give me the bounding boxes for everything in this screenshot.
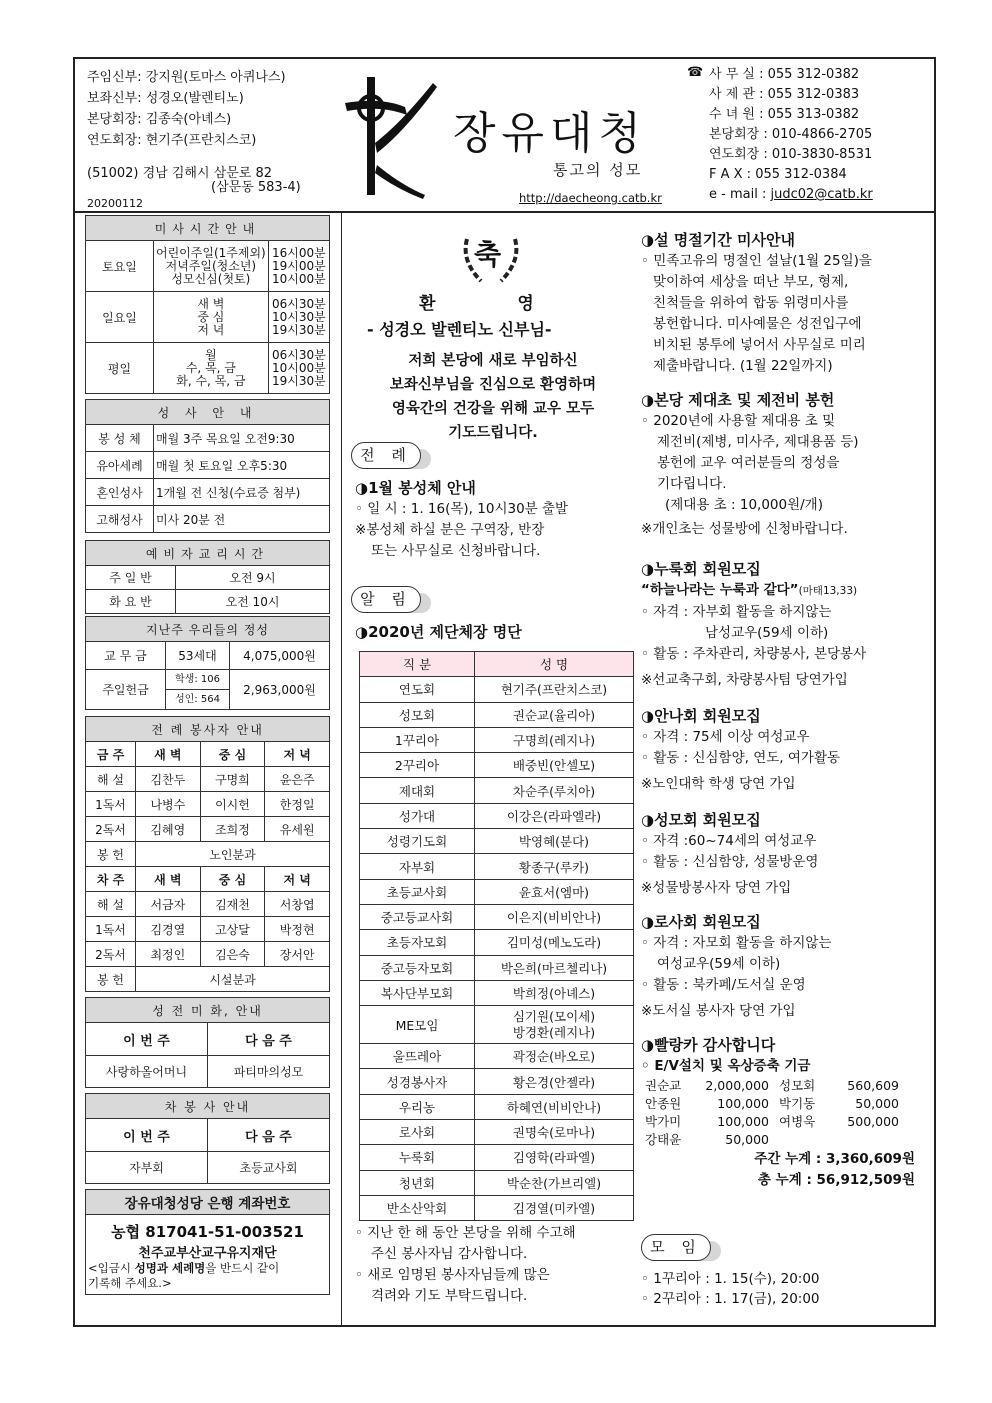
leaders-table: 직 분 성 명 연도회 현기주(프란치스코) 성모회 권순교(율리아) 1꾸리아 구명희(레지나) 2꾸리아 배중빈(안셀모) 제대회 차순주(루치아) 성가대 이강은(라파엘라) 성령기도회 박영혜(분다) 자부회 황종구(루카) 초등교사회 윤효서(엠마) 중고등교사회 이은지(비비안나) 초등자모회 김미성(메노도라) 중고등자모회 박은희(마르첼리나) 복사단부모회 박희정(아녜스) ME모임 심기원(모이세) 방경환(레지나) 울뜨레아 곽정순(바오로) 성경봉사자 황은경(안젤라) 우리농 하혜연(비비안나) 로사회 권명숙(로마나) 누룩회 김영학(라파엘) 청년회 박순찬(가브리엘) 반소산악회 김경열(미카엘) bbox=[359, 651, 634, 1221]
leader-row bbox=[360, 1145, 634, 1170]
contact-fax: F A X : 055 312-0384 bbox=[709, 167, 847, 182]
leader-row bbox=[360, 980, 634, 1005]
donor-row bbox=[645, 1113, 909, 1131]
staff-parish-president: 본당회장: 김종숙(아녜스) bbox=[87, 112, 232, 127]
leader-role: 중고등교사회 bbox=[360, 904, 475, 929]
leaders-heading: ◑2020년 제단체장 명단 bbox=[355, 623, 522, 641]
welcome-title: 환 영 bbox=[419, 294, 572, 314]
leader-row bbox=[360, 803, 634, 828]
website-link[interactable]: http://daecheong.catb.kr bbox=[519, 191, 662, 205]
flower-table: 성 전 미 화, 안내 이 번 주 다 음 주 사랑하올어머니 파티마의성모 bbox=[85, 997, 330, 1088]
sacrament-table: 성 사 안 내 봉 성 체 매월 3주 목요일 오전9:30 유아세례 매월 첫 토요일 오후5:30 혼인성사 1개월 전 신청(수료증 첨부) 고해성사 미사 20분 전 bbox=[85, 399, 330, 533]
leader-row bbox=[360, 1069, 634, 1094]
donor-cell: 박기동 bbox=[779, 1096, 816, 1111]
leader-role: 청년회 bbox=[360, 1170, 475, 1195]
leader-name: 차순주(루치아) bbox=[475, 778, 634, 803]
leader-row bbox=[360, 955, 634, 980]
bank-table: 장유대청성당 은행 계좌번호 농협 817041-51-003521 천주교부산교구유지재단 <입금시 성명과 세례명을 반드시 같이 기록해 주세요.> bbox=[85, 1189, 330, 1295]
leader-name: 권순교(율리아) bbox=[475, 702, 634, 727]
leader-row bbox=[360, 1044, 634, 1069]
leader-row bbox=[360, 829, 634, 854]
right-column: ◑설 명절기간 미사안내 ◦ 민족고유의 명절인 설날(1월 25일)을 맞이하여 세상을 떠난 부모, 형제, 친척들을 위하여 합동 위령미사를 봉헌합니다. 미사예물은 성전입구에 비치된 봉투에 넣어서 사무실로 미리 제출바랍니다. (1월 22일까지) ◑본당 제대초 및 제전비 봉헌 ◦ 2020년에 사용할 제대용 초 및 제전비(제병, 미사주, 제대용품 등) 봉헌에 교우 여러분들의 정성을 기다립니다. (제대용 초 : 10,000원/개) ※개인초는 성물방에 신청바랍니다. ◑누룩회 회원모집 “하늘나라는 누룩과 같다”(마태13,33) ◦ 자격 : 자부회 활동을 하지않는 남성교우(59세 이하) ◦ 활동 : 주차관리, 차량봉사, 본당봉사 ※선교축구회, 차량봉사팀 당연가입 ◑안나회 회원모집 ◦ 자격 : 75세 이상 여성교우 ◦ 활동 : 신심함양, 연도, 여가활동 ※노인대학 학생 당연 가입 ◑성모회 회원모집 ◦ 자격 :60~74세의 여성교우 ◦ 활동 : 신심함양, 성물방운영 ※성물방봉사자 당연 가입 ◑로사회 회원모집 ◦ 자격 : 자모회 활동을 하지않는 여성교우(59세 이하) ◦ 활동 : 북카페/도서실 운영 ※도서실 봉사자 당연 가입 ◑빨랑카 감사합니다 ◦ E/V설치 및 옥상증축 기금 권순교 2,000,000 성모회 560,609 안종원 100,000 박기동 50,000 박가미 100,000 여병욱 500,000 강태윤 50,000 주간 누계 : 3,360,609원 총 누계 : 56,912,509원 bbox=[641, 229, 931, 1191]
staff-pastor: 주임신부: 강지원(토마스 아퀴나스) bbox=[87, 70, 286, 85]
phone-icon: ☎ bbox=[687, 65, 704, 80]
celebration-badge: 축 bbox=[459, 227, 523, 291]
contact-list bbox=[709, 65, 873, 205]
donor-cell: 50,000 bbox=[725, 1132, 769, 1147]
donor-cell: 560,609 bbox=[847, 1078, 899, 1093]
leader-role: 성가대 bbox=[360, 803, 475, 828]
donor-cell: 강태윤 bbox=[645, 1132, 682, 1147]
bank-owner: 천주교부산교구유지재단 bbox=[138, 1245, 277, 1261]
leader-role: 우리농 bbox=[360, 1094, 475, 1119]
donor-cell: 50,000 bbox=[855, 1096, 899, 1111]
leader-role: 초등자모회 bbox=[360, 930, 475, 955]
leader-role: 로사회 bbox=[360, 1120, 475, 1145]
bulletin-subtitle: 통고의 성모 bbox=[553, 161, 643, 179]
donor-cell: 권순교 bbox=[645, 1078, 682, 1093]
leader-role: 복사단부모회 bbox=[360, 980, 475, 1005]
leader-role: 연도회 bbox=[360, 677, 475, 702]
donor-row bbox=[645, 1077, 909, 1095]
staff-list bbox=[87, 67, 286, 151]
leader-name: 박영혜(분다) bbox=[475, 829, 634, 854]
contact-rectory: 사 제 관 : 055 312-0383 bbox=[709, 87, 860, 102]
nuruk-heading: ◑누룩회 회원모집 bbox=[641, 560, 761, 578]
palanca-heading: ◑빨랑카 감사합니다 bbox=[641, 1036, 776, 1054]
donor-cell: 박가미 bbox=[645, 1114, 682, 1129]
leader-role: 성모회 bbox=[360, 702, 475, 727]
leader-name: 권명숙(로마나) bbox=[475, 1120, 634, 1145]
leader-name: 박은희(마르첼리나) bbox=[475, 955, 634, 980]
contact-convent: 수 녀 원 : 055 313-0382 bbox=[709, 107, 860, 122]
leader-name: 이강은(라파엘라) bbox=[475, 803, 634, 828]
contact-office: 사 무 실 : 055 312-0382 bbox=[709, 67, 860, 82]
leader-role: 초등교사회 bbox=[360, 879, 475, 904]
leader-name: 이은지(비비안나) bbox=[475, 904, 634, 929]
anna-heading: ◑안나회 회원모집 bbox=[641, 707, 761, 725]
leader-name: 황은경(안젤라) bbox=[475, 1069, 634, 1094]
leader-row bbox=[360, 1094, 634, 1119]
leader-name: 박희정(아녜스) bbox=[475, 980, 634, 1005]
leader-role: ME모임 bbox=[360, 1006, 475, 1044]
leader-role: 반소산악회 bbox=[360, 1195, 475, 1220]
cross-logo-icon bbox=[341, 73, 441, 201]
donor-row bbox=[645, 1131, 909, 1149]
altar-candle-heading: ◑본당 제대초 및 제전비 봉헌 bbox=[641, 391, 835, 409]
staff-yeondo-president: 연도회장: 현기주(프란치스코) bbox=[87, 133, 257, 148]
leader-role: 울뜨레아 bbox=[360, 1044, 475, 1069]
leader-row bbox=[360, 778, 634, 803]
leader-name: 심기원(모이세) 방경환(레지나) bbox=[475, 1006, 634, 1044]
leader-row bbox=[360, 753, 634, 778]
communion-heading: ◑1월 봉성체 안내 bbox=[355, 479, 476, 497]
date-code: 20200112 bbox=[87, 197, 143, 210]
bulletin-title: 장유대청 bbox=[453, 108, 648, 159]
leader-name: 황종구(루카) bbox=[475, 854, 634, 879]
leader-row bbox=[360, 702, 634, 727]
staff-assistant: 보좌신부: 성경오(발렌티노) bbox=[87, 91, 244, 106]
weekly-total: 주간 누계 : 3,360,609원 bbox=[754, 1151, 915, 1167]
leader-role: 성경봉사자 bbox=[360, 1069, 475, 1094]
leaders-footer: ◦ 지난 한 해 동안 본당을 위해 수고해 주신 봉사자님 감사합니다. ◦ 새로 임명된 봉사자님들께 많은 격려와 기도 부탁드립니다. bbox=[355, 1225, 576, 1304]
meeting-section-pill: 모 임 bbox=[641, 1234, 711, 1261]
catechumen-table: 예비자교리시간 주 일 반 오전 9시 화 요 반 오전 10시 bbox=[85, 540, 330, 614]
leader-row bbox=[360, 1195, 634, 1220]
offering-table: 지난주 우리들의 정성 교 무 금 53세대 4,075,000원 주일헌금 학생: 106 성인: 564 2,963,000원 bbox=[85, 616, 330, 710]
donor-cell: 100,000 bbox=[717, 1114, 769, 1129]
address-line1: (51002) 경남 김해시 삼문로 82 bbox=[87, 166, 273, 181]
leader-role: 제대회 bbox=[360, 778, 475, 803]
donor-cell: 여병욱 bbox=[779, 1114, 816, 1129]
donor-table bbox=[645, 1077, 909, 1149]
leader-name: 김미성(메노도라) bbox=[475, 930, 634, 955]
leader-row bbox=[360, 904, 634, 929]
donor-cell: 2,000,000 bbox=[705, 1078, 769, 1093]
leader-role: 1꾸리아 bbox=[360, 727, 475, 752]
leader-row bbox=[360, 677, 634, 702]
header-divider bbox=[75, 211, 934, 213]
donor-cell: 안종원 bbox=[645, 1096, 682, 1111]
donor-row bbox=[645, 1095, 909, 1113]
page-frame bbox=[73, 57, 936, 1327]
donor-cell bbox=[843, 1131, 909, 1149]
mass-schedule-table: 미사시간안내 토요일 어린이주일(1주제외) 저녁주일(청소년) 성모신심(첫토) 16시00분 19시00분 10시00분 일요일 새 벽 중 심 저 녁 06시30분 10시30분 19시30분 평일 월 수, 목, 금 화, 수, 목, 금 06시30분 10시00분 19시30분 bbox=[85, 215, 330, 394]
leader-row bbox=[360, 1006, 634, 1044]
notice-section-pill: 알 림 bbox=[351, 586, 421, 613]
leader-row bbox=[360, 1120, 634, 1145]
leader-name: 하혜연(비비안나) bbox=[475, 1094, 634, 1119]
bank-note: <입금시 성명과 세례명을 반드시 같이 기록해 주세요.> bbox=[88, 1260, 280, 1290]
column-divider-left bbox=[341, 211, 342, 1325]
welcome-message: 저희 본당에 새로 부임하신 보좌신부님을 진심으로 환영하며 영육간의 건강을 위해 교우 모두 기도드립니다. bbox=[389, 353, 597, 441]
mass-schedule-title: 미사시간안내 bbox=[86, 216, 330, 241]
liturgy-servers-table: 전 례 봉사자 안내 금 주 새 벽 중 심 저 녁 해 설 김찬두 구명희 윤은주 1독서 나병수 이시헌 한정일 2독서 김혜영 조희정 유세원 봉 헌 노인분과 차 주 새 벽 중 심 저 녁 해 설 서금자 김재천 서창엽 1독서 김경열 고상달 박정현 2독서 최정인 김은숙 장서안 봉 헌 시설분과 bbox=[85, 716, 330, 992]
leader-role: 2꾸리아 bbox=[360, 753, 475, 778]
leader-name: 김경열(미카엘) bbox=[475, 1195, 634, 1220]
welcome-subtitle: - 성경오 발렌티노 신부님- bbox=[367, 320, 552, 339]
bank-account: 농협 817041-51-003521 bbox=[111, 1222, 304, 1241]
contact-yeondo-president: 연도회장 : 010-3830-8531 bbox=[709, 147, 873, 162]
donor-cell: 성모회 bbox=[779, 1078, 816, 1093]
leader-name: 현기주(프란치스코) bbox=[475, 677, 634, 702]
leader-row bbox=[360, 854, 634, 879]
leader-name: 박순찬(가브리엘) bbox=[475, 1170, 634, 1195]
leader-role: 중고등자모회 bbox=[360, 955, 475, 980]
meeting-list: ◦ 1꾸리아 : 1. 15(수), 20:00 ◦ 2꾸리아 : 1. 17(금), 20:00 bbox=[641, 1271, 820, 1307]
contact-parish-president: 본당회장 : 010-4866-2705 bbox=[709, 127, 873, 142]
seongmo-heading: ◑성모회 회원모집 bbox=[641, 811, 761, 829]
leader-name: 윤효서(엠마) bbox=[475, 879, 634, 904]
liturgy-section-pill: 전 례 bbox=[351, 442, 421, 469]
leader-name: 곽정순(바오로) bbox=[475, 1044, 634, 1069]
communion-body: ◦ 일 시 : 1. 16(목), 10시30분 출발 ※봉성체 하실 분은 구역장, 반장 또는 사무실로 신청바랍니다. bbox=[355, 501, 569, 559]
leader-role: 성령기도회 bbox=[360, 829, 475, 854]
leader-name: 배중빈(안셀모) bbox=[475, 753, 634, 778]
leader-role: 누룩회 bbox=[360, 1145, 475, 1170]
donor-cell: 100,000 bbox=[717, 1096, 769, 1111]
leader-row bbox=[360, 930, 634, 955]
tea-service-table: 차 봉 사 안내 이 번 주 다 음 주 자부회 초등교사회 bbox=[85, 1093, 330, 1184]
rosa-heading: ◑로사회 회원모집 bbox=[641, 913, 761, 931]
leader-name: 구명희(레지나) bbox=[475, 727, 634, 752]
grand-total: 총 누계 : 56,912,509원 bbox=[757, 1172, 915, 1188]
donor-cell: 500,000 bbox=[847, 1114, 899, 1129]
contact-email: e - mail : judc02@catb.kr bbox=[709, 187, 873, 202]
leader-row bbox=[360, 1170, 634, 1195]
leader-row bbox=[360, 879, 634, 904]
leader-row bbox=[360, 727, 634, 752]
lunar-newyear-heading: ◑설 명절기간 미사안내 bbox=[641, 231, 795, 249]
donor-cell bbox=[779, 1131, 843, 1149]
leader-name: 김영학(라파엘) bbox=[475, 1145, 634, 1170]
address-line2: (삼문동 583-4) bbox=[211, 180, 301, 195]
leader-role: 자부회 bbox=[360, 854, 475, 879]
